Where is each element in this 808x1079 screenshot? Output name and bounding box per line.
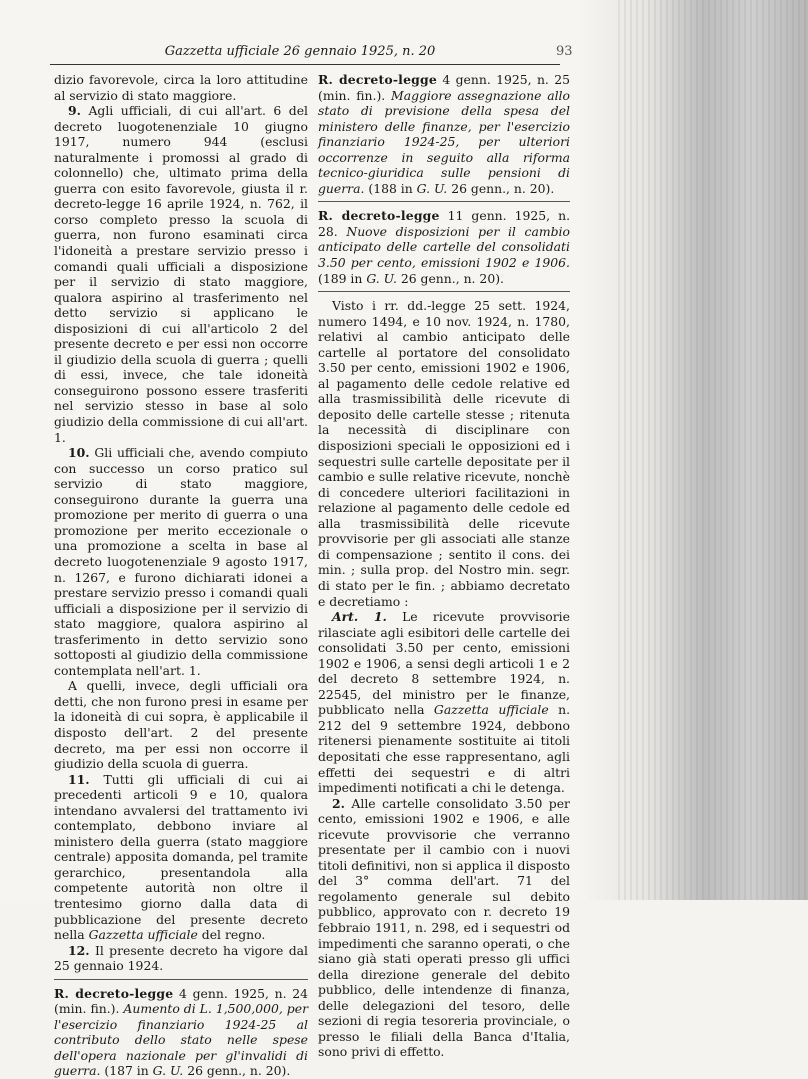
article-text: n. 212 del 9 settembre 1924, debbono ritenersi pienamente sostituite ai titoli depositati che esse rappresentano, agli effetti dei sequestri e di altri impedimenti notificati a chi le detenga. [318,702,571,796]
entry-separator [54,979,308,980]
article-text: Gli ufficiali che, avendo compiuto con successo un corso pratico sul servizio di stato maggiore, conseguirono durante la guerra una promozione per merito di guerra o una promozione per merito eccezionale o una promozione a scelta in base al decreto luogotenenziale 9 agosto 1917, n. 1267, e furono dichiarati idonei a prestare servizio presso i comandi quali ufficiali a disposizione per il servizio di stato maggiore, qualora aspirino al trasferimento in detto servizio sono sottoposti al giudizio della commissione contemplata nell'art. 1. [54,445,308,678]
decree-source: (189 in [318,270,367,286]
decree-ref: 4 genn. 1925, n. 25 (min. fin.). [318,72,570,103]
article-12 [54,943,308,974]
decree-source: (187 in [100,1063,153,1079]
article-text: Le ricevute provvisorie rilasciate agli esibitori delle cartelle dei consolidati 3.50 per cento, emissioni 1902 e 1906, a sensi degli articoli 1 e 2 del decreto 8 settembre 1924, n. 22545, del ministro per le finanze, pubblicato nella [318,609,570,718]
article-text: Il presente decreto ha vigore dal 25 gennaio 1924. [54,942,308,974]
gazette-abbrev: G. U. [366,270,397,286]
article-11 [54,772,308,943]
article-text: Tutti gli ufficiali di cui ai precedenti articoli 9 e 10, qualora intendano avvalersi del trattamento ivi contemplato, debbono inviare al ministero della guerra (stato maggiore centrale) apposita domanda, pel tramite gerarchico, presentandola alla competente autorità non oltre il trentesimo giorno dalla data di pubblicazione del presente decreto nella [54,771,308,943]
gazette-abbrev: G. U. [152,1063,184,1079]
article-text: Agli ufficiali, di cui all'art. 6 del decreto luogotenenziale 10 giugno 1917, numero 944 (esclusi naturalmente i promossi al grado di colonnello) che, ultimato prima della guerra con esito favorevole, giusta il r. decreto-legge 16 aprile 1924, n. 762, il corso completo presso la scuola di guerra, non furono esaminati circa l'idoneità a prestare servizio presso i comandi quali ufficiali a disposizione per il servizio di stato maggiore, qualora aspirino al trasferimento nel detto servizio si applicano le disposizioni di cui all'articolo 2 del presente decreto e per essi non occorre il giudizio della scuola di guerra ; quelli di essi, invece, che tale idoneità conseguirono possono essere trasferiti nel servizio stesso in base al solo giudizio della commissione di cui all'art. 1. [54,103,308,445]
decree-source: 26 genn., n. 20). [396,270,504,286]
preamble: Visto i rr. dd.-legge 25 sett. 1924, numero 1494, e 10 nov. 1924, n. 1780, relativi al cambio anticipato delle cartelle al portatore del consolidato 3.50 per cento, emissioni 1902 e 1906, al pagamento delle cedole relative ed alla trasmissibilità delle ricevute di deposito delle cartelle stesse ; ritenuta la necessità di disciplinare con disposizioni speciali le opposizioni ed i sequestri sulle cartelle depositate per il cambio e sulle relative ricevute, nonchè di concedere ulteriori facilitazioni in relazione al pagamento delle cedole ed alla trasmissibilità delle ricevute provvisorie per gli associati alle stanze di compensazione ; sentito il cons. dei min. ; sulla prop. del Nostro min. segr. di stato per le fin. ; abbiamo decretato e decretiamo : [318,298,570,609]
gazette-abbrev: G. U. [416,180,448,196]
article-number: 9. [68,103,81,119]
binding-gutter-texture [618,0,808,900]
decree-source: 26 genn., n. 20). [447,180,555,196]
decree-entry-24 [54,986,308,1079]
decree-entry-28 [318,208,570,286]
entry-separator [318,201,570,202]
decree-ref: 11 genn. 1925, n. 28. [318,208,571,239]
article-number: 10. [68,445,90,461]
article-1 [318,609,570,796]
article-9 [54,103,308,445]
entry-separator [318,291,570,292]
article-label: Art. 1. [332,609,387,625]
article-2 [318,796,570,1060]
gazette-name: Gazzetta ufficiale [88,927,198,943]
binding-gutter-shadow [578,0,808,900]
decree-source: (188 in [364,180,417,196]
decree-source: 26 genn., n. 20). [183,1063,291,1079]
article-number: 11. [68,771,90,787]
decree-ref: 4 genn. 1925, n. 24 (min. fin.). [54,985,309,1017]
decree-type: R. decreto-legge [318,72,437,87]
article-text: del regno. [197,927,266,943]
decree-type: R. decreto-legge [54,985,174,1001]
decree-title: Nuove disposizioni per il cambio anticipato delle cartelle del consolidati 3.50 per cento, emissioni 1902 e 1906. [318,223,570,271]
gazette-name: Gazzetta ufficiale [433,702,549,718]
decree-entry-25 [318,72,570,196]
article-number: 12. [68,942,90,958]
left-column [54,72,308,1079]
article-number: 2. [332,795,345,811]
decree-type: R. decreto-legge [318,208,440,224]
header-rule [50,64,560,65]
running-header: Gazzetta ufficiale 26 gennaio 1925, n. 20 [164,44,436,59]
decree-title: Aumento di L. 1,500,000, per l'esercizio finanziario 1924-25 al contributo dello stato nelle spese dell'opera nazionale per gl'invalidi di guerra. [54,1001,308,1079]
page-number: 93 [556,44,573,59]
article-10 [54,445,308,678]
paragraph: A quelli, invece, degli ufficiali ora detti, che non furono presi in esame per la idoneità di cui sopra, è applicabile il disposto dell'art. 2 del presente decreto, ma per essi non occorre il giudizio della scuola di guerra. [54,678,308,772]
paragraph: dizio favorevole, circa la loro attitudine al servizio di stato maggiore. [54,72,308,103]
article-text: Alle cartelle consolidato 3.50 per cento, emissioni 1902 e 1906, e alle ricevute provvisorie che verranno presentate per il cambio con i nuovi titoli definitivi, non si applica il disposto del 3° comma dell'art. 71 del regolamento generale sul debito pubblico, approvato con r. decreto 19 febbraio 1911, n. 298, ed i sequestri od impedimenti che saranno operati, o che siano già stati operati presso gli uffici della direzione generale del debito pubblico, delle intendenze di finanza, delle delegazioni del tesoro, delle sezioni di regia tesoreria provinciale, o presso le filiali della Banca d'Italia, sono privi di effetto. [318,795,570,1060]
right-column [318,72,570,1060]
decree-title: Maggiore assegnazione allo stato di previsione della spesa del ministero delle finanze, per l'esercizio finanziario 1924-25, per ulteriori occorrenze in seguito alla riforma tecnico-giuridica sulle pensioni di guerra. [318,87,570,196]
